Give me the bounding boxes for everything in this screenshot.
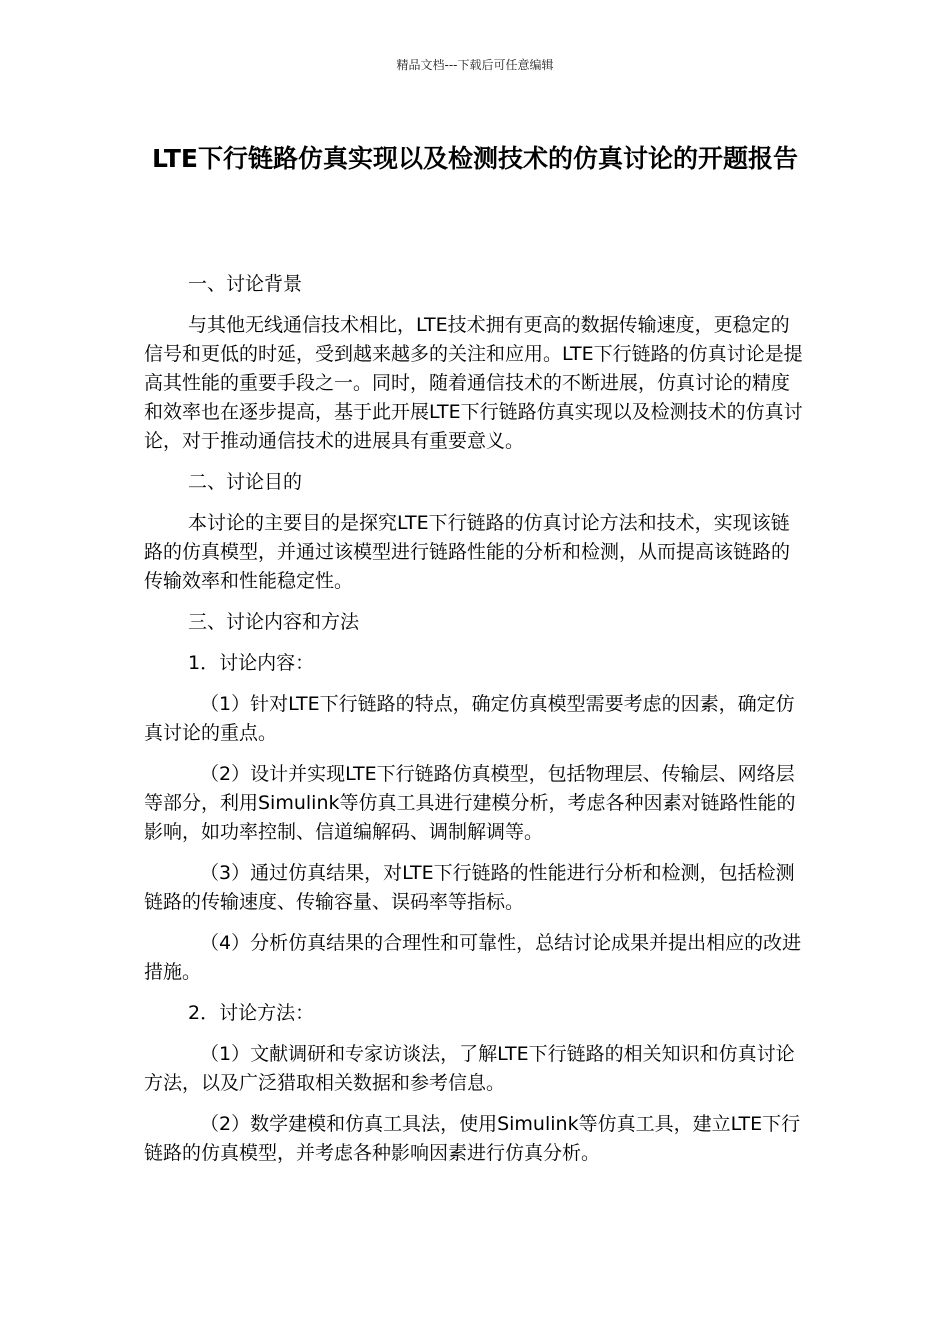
section-heading-background: 一、讨论背景 <box>188 273 303 295</box>
content-item-1: （1）针对LTE下行链路的特点，确定仿真模型需要考虑的因素，确定仿真讨论的重点。 <box>144 693 795 744</box>
paragraph-background: 与其他无线通信技术相比，LTE技术拥有更高的数据传输速度，更稳定的信号和更低的时延，受到越来越多的关注和应用。LTE下行链路的仿真讨论是提高其性能的重要手段之一。同时，随着通信技术的不断进展，仿真讨论的精度和效率也在逐步提高，基于此开展LTE下行链路仿真实现以及检测技术的仿真讨论，对于推动通信技术的进展具有重要意义。 <box>144 314 803 452</box>
header-watermark: 精品文档---下载后可任意编辑 <box>396 58 554 72</box>
content-item-4: （4）分析仿真结果的合理性和可靠性，总结讨论成果并提出相应的改进措施。 <box>144 932 802 983</box>
section-heading-content-method: 三、讨论内容和方法 <box>188 611 360 633</box>
subheading-content: 1．讨论内容： <box>188 652 315 674</box>
method-item-2: （2）数学建模和仿真工具法，使用Simulink等仿真工具，建立LTE下行链路的仿真模型，并考虑各种影响因素进行仿真分析。 <box>144 1113 801 1164</box>
document-title: LTE下行链路仿真实现以及检测技术的仿真讨论的开题报告 <box>152 144 798 173</box>
section-heading-purpose: 二、讨论目的 <box>188 471 303 493</box>
document-body <box>144 270 806 1180</box>
content-item-2: （2）设计并实现LTE下行链路仿真模型，包括物理层、传输层、网络层等部分，利用Simulink等仿真工具进行建模分析，考虑各种因素对链路性能的影响，如功率控制、信道编解码、调制解调等。 <box>144 763 796 843</box>
paragraph-purpose: 本讨论的主要目的是探究LTE下行链路的仿真讨论方法和技术，实现该链路的仿真模型，并通过该模型进行链路性能的分析和检测，从而提高该链路的传输效率和性能稳定性。 <box>144 512 791 592</box>
method-item-1: （1）文献调研和专家访谈法，了解LTE下行链路的相关知识和仿真讨论方法，以及广泛猎取相关数据和参考信息。 <box>144 1043 795 1094</box>
content-item-3: （3）通过仿真结果，对LTE下行链路的性能进行分析和检测，包括检测链路的传输速度、传输容量、误码率等指标。 <box>144 862 795 913</box>
subheading-method: 2．讨论方法： <box>188 1002 315 1024</box>
